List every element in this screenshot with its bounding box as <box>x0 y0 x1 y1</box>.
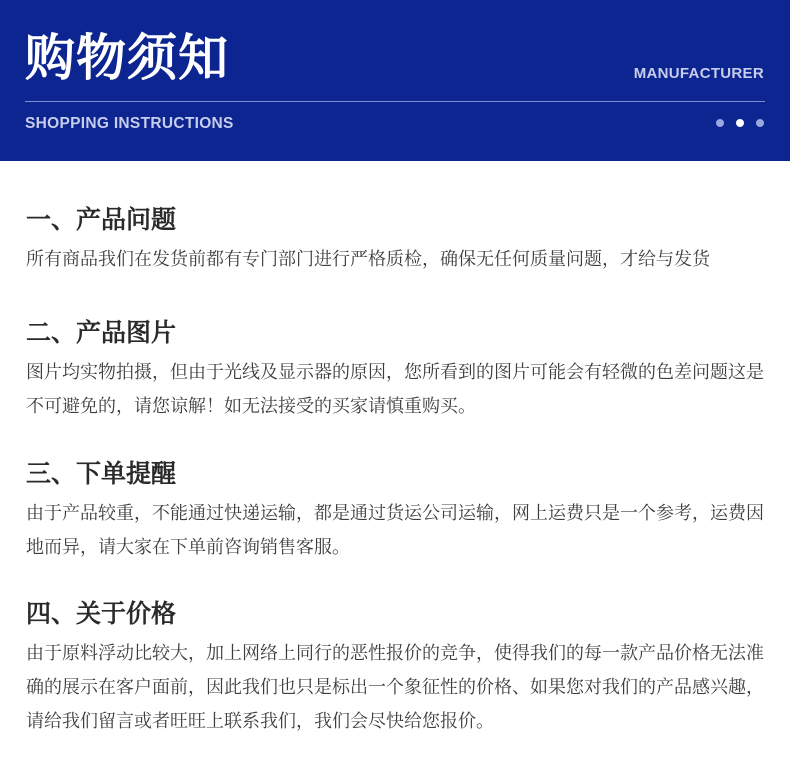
section-product-issues <box>26 203 770 277</box>
header-divider <box>25 101 765 102</box>
page-subtitle: SHOPPING INSTRUCTIONS <box>25 115 234 132</box>
dot-indicator <box>716 119 724 127</box>
section-body: 所有商品我们在发货前都有专门部门进行严格质检，确保无任何质量问题，才给与发货 <box>26 249 710 270</box>
section-about-price <box>26 597 770 739</box>
manufacturer-label: MANUFACTURER <box>633 65 764 82</box>
section-heading: 三、下单提醒 <box>26 459 177 488</box>
page-title: 购物须知 <box>25 29 229 87</box>
dot-indicator <box>756 119 764 127</box>
pagination-dots <box>716 119 764 127</box>
header-banner <box>0 0 790 161</box>
section-heading: 二、产品图片 <box>26 318 177 347</box>
dot-indicator-active <box>736 119 744 127</box>
section-body: 由于产品较重，不能通过快递运输，都是通过货运公司运输，网上运费只是一个参考，运费因地而异，请大家在下单前咨询销售客服。 <box>26 503 764 558</box>
section-body: 图片均实物拍摄，但由于光线及显示器的原因，您所看到的图片可能会有轻微的色差问题这是不可避免的，请您谅解！如无法接受的买家请慎重购买。 <box>26 362 764 417</box>
section-body: 由于原料浮动比较大，加上网络上同行的恶性报价的竞争，使得我们的每一款产品价格无法准确的展示在客户面前，因此我们也只是标出一个象征性的价格、如果您对我们的产品感兴趣，请给我们留言或者旺旺上联系我们，我们会尽快给您报价。 <box>26 643 764 732</box>
section-order-reminder <box>26 457 770 565</box>
section-heading: 一、产品问题 <box>26 205 177 234</box>
section-heading: 四、关于价格 <box>26 599 177 628</box>
section-product-images <box>26 316 770 424</box>
